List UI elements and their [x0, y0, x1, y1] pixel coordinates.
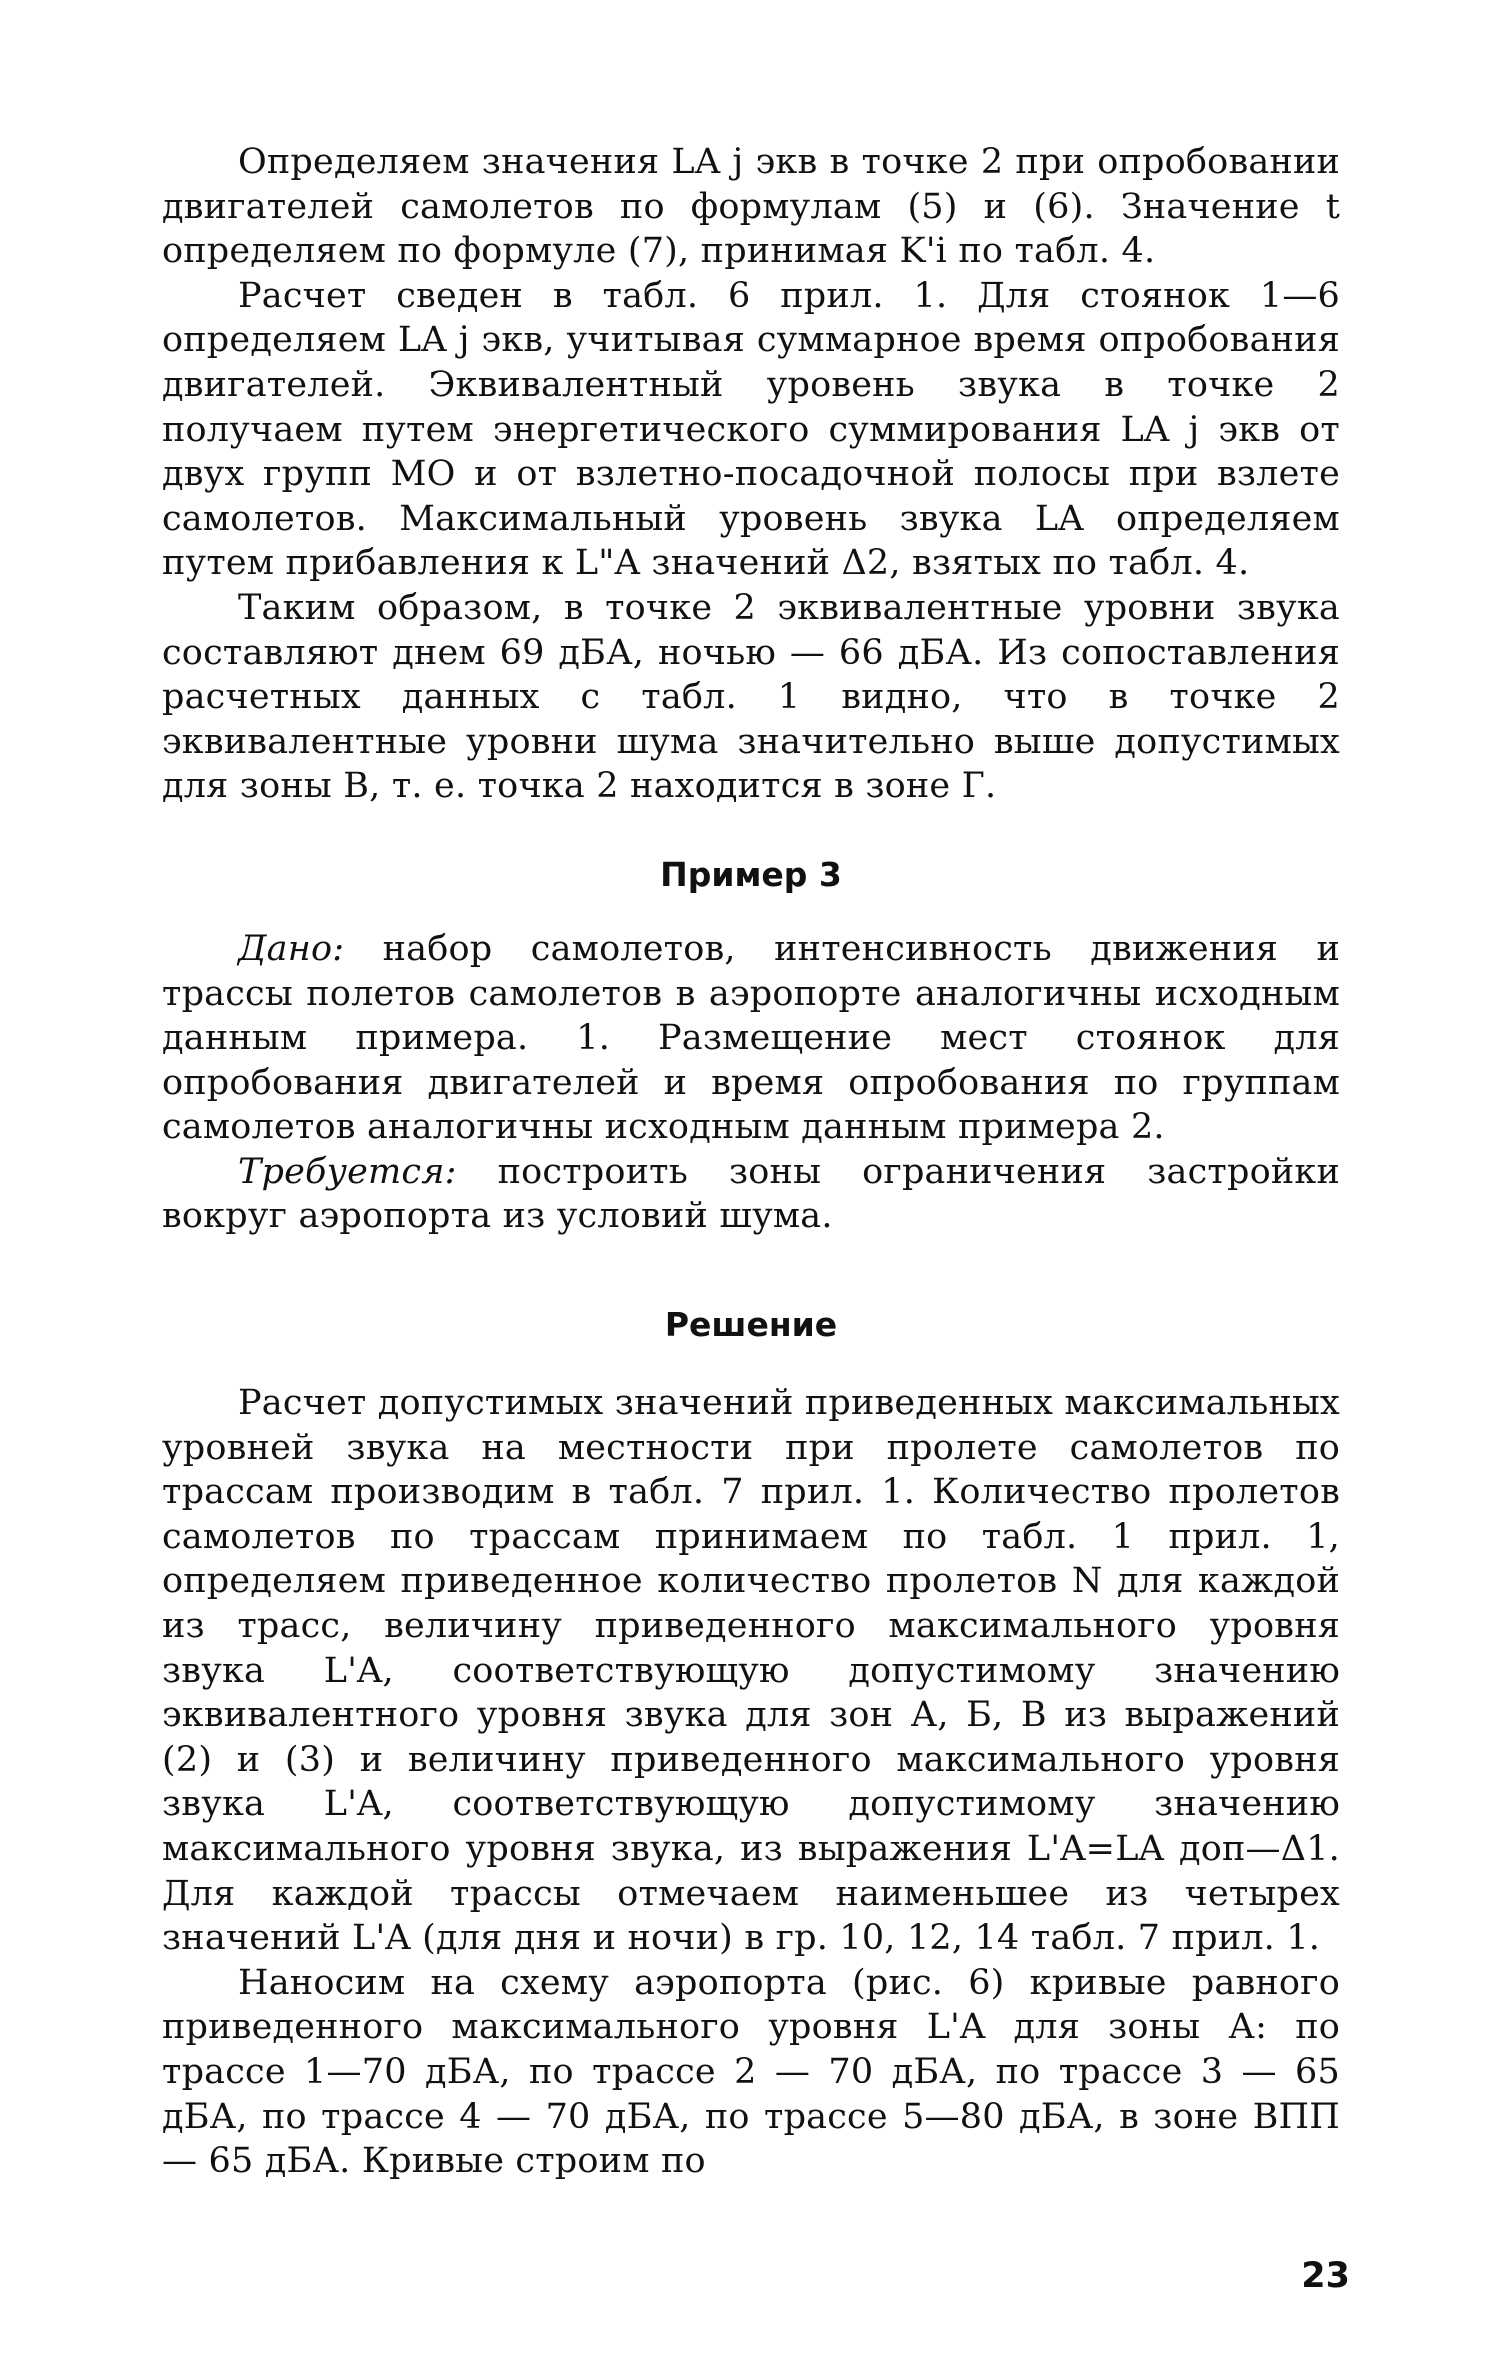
required-text: построить зоны ограничения застройки вокруг аэропорта из условий шума. [162, 1151, 1340, 1237]
solution-heading: Решение [664, 1305, 838, 1345]
paragraph-curves-plotting: Наносим на схему аэропорта (рис. 6) кривые равного приведенного максимального уровня L'A для зоны А: по трассе 1—70 дБА, по трассе 2 — 70 дБА, по трассе 3 — 65 дБА, по трассе 4 — 70 дБА, по трассе 5—80 дБА, в зоне ВПП — 65 дБА. Кривые строим по [162, 1962, 1340, 2182]
paragraph-calculation-summary: Расчет сведен в табл. 6 прил. 1. Для стоянок 1—6 определяем LA j экв, учитывая суммарное время опробования двигателей. Эквивалентный уровень звука в точке 2 получаем путем энергетического суммирования LA j экв от двух групп МО и от взлетно-посадочной полосы при взлете самолетов. Максимальный уровень звука LA определяем путем прибавления к L"A значений Δ2, взятых по табл. 4. [162, 275, 1340, 584]
paragraph-solution-calculation: Расчет допустимых значений приведенных максимальных уровней звука на местности при пролете самолетов по трассам производим в табл. 7 прил. 1. Количество пролетов самолетов по трассам принимаем по табл. 1 прил. 1, определяем приведенное количество пролетов N для каждой из трасс, величину приведенного максимального уровня звука L'A, соответствующую допустимому значению эквивалентного уровня звука для зон А, Б, В из выражений (2) и (3) и величину приведенного максимального уровня звука L'A, соответствующую допустимому значению максимального уровня звука, из выражения L'A=LA доп—Δ1. Для каждой трассы отмечаем наименьшее из четырех значений L'A (для дня и ночи) в гр. 10, 12, 14 табл. 7 прил. 1. [162, 1383, 1340, 1959]
paragraph-given [162, 927, 1340, 1150]
paragraph-required [162, 1150, 1340, 1239]
given-label: Дано: [238, 928, 345, 969]
paragraph-point-2-conclusion: Таким образом, в точке 2 эквивалентные уровни звука составляют днем 69 дБА, ночью — 66 дБА. Из сопоставления расчетных данных с табл. 1 видно, что в точке 2 эквивалентные уровни шума значительно выше допустимых для зоны В, т. е. точка 2 находится в зоне Г. [162, 587, 1340, 807]
page-number: 23 [1301, 2256, 1350, 2296]
page-body [162, 140, 1340, 2184]
given-text: набор самолетов, интенсивность движения и трассы полетов самолетов в аэропорте аналогичны исходным данным примера. 1. Размещение мест стоянок для опробования двигателей и время опробования по группам самолетов аналогичны исходным данным примера 2. [162, 928, 1340, 1148]
required-label: Требуется: [238, 1151, 457, 1192]
paragraph-engine-test-values: Определяем значения LA j экв в точке 2 при опробовании двигателей самолетов по формулам (5) и (6). Значение t определяем по формуле (7), принимая K'i по табл. 4. [162, 142, 1340, 272]
example-3-heading: Пример 3 [660, 854, 842, 894]
